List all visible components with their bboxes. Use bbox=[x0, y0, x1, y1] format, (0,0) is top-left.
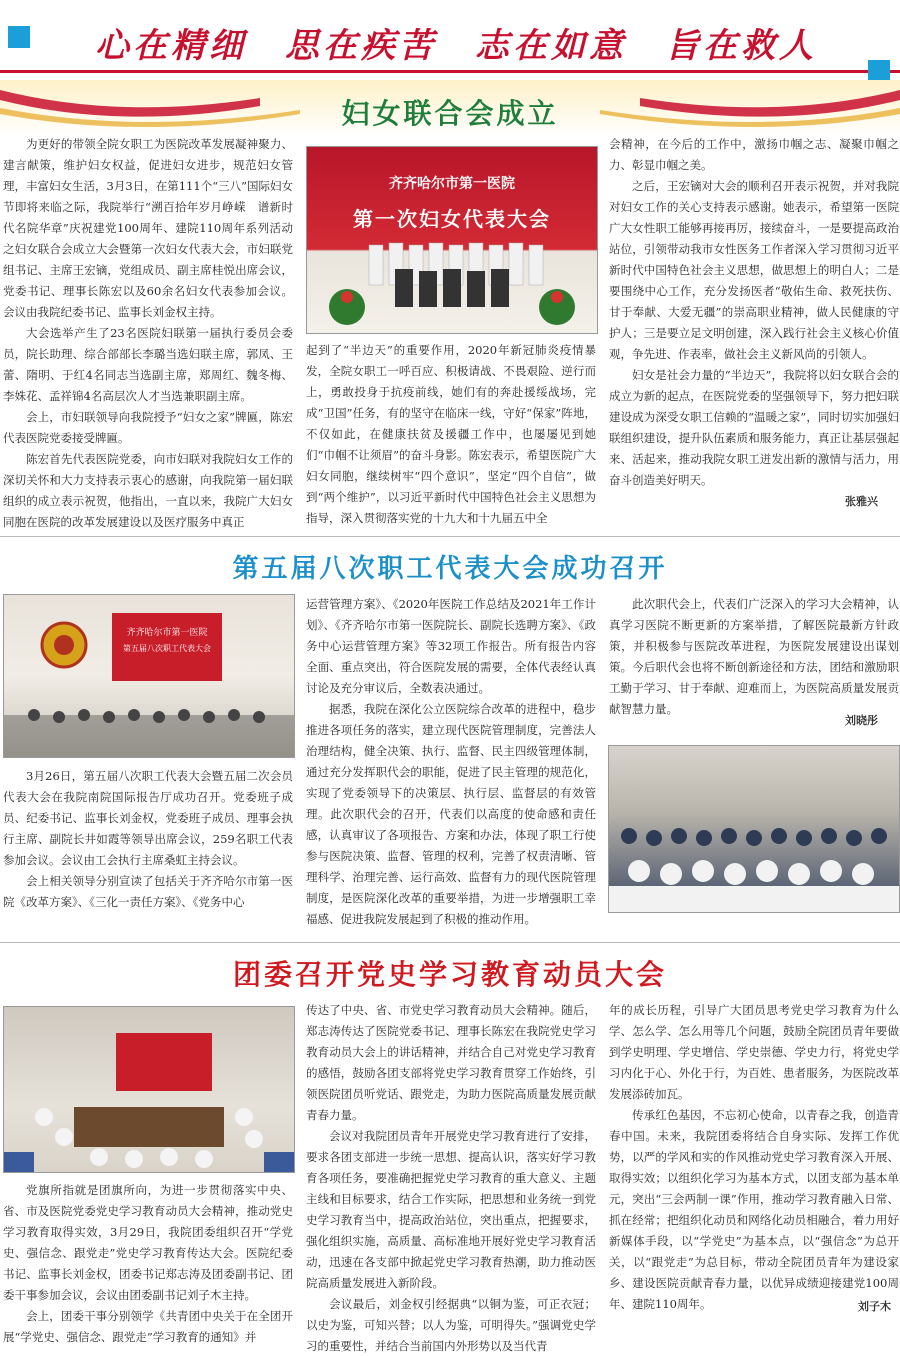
article2-audience-photo bbox=[608, 745, 900, 913]
paragraph: 会上，团委干事分别领学《共青团中央关于在全团开展“学党史、强信念、跟党走”学习教育的通知》并 bbox=[3, 1309, 293, 1344]
paragraph: 年的成长历程，引导广大团员思考党史学习教育为什么学、怎么学、怎么用等几个问题，鼓励全院团员青年要做到学史明理、学史增信、学史崇德、学史力行，将党史学习内化于心、外化于行，为百姓、患者服务，为医院改革发展添砖加瓦。 bbox=[609, 1003, 899, 1101]
paragraph: 会上，市妇联领导向我院授予“妇女之家”牌匾，陈宏代表医院党委接受牌匾。 bbox=[3, 410, 293, 445]
paragraph: 为更好的带领全院女职工为医院改革发展凝神聚力、建言献策，维护妇女权益，促进妇女进步，规范妇女管理，丰富妇女生活，3月3日，在第111个“三八”国际妇女节即将来临之际，我院举行“溯百拾年岁月峥嵘 谱新时代名院华章”庆祝建党100周年、建院110周年系列活动之妇女联合会成立大会暨第一次妇女代表大会，市妇联党组书记、主席王宏镝，党组成员、副主席桂悦出席会议，党委书记、理事长陈宏以及60余名妇女代表参加会议。会议由我院纪委书记、监事长刘金权主持。 bbox=[3, 137, 293, 319]
section-divider bbox=[0, 536, 900, 537]
union-emblem-icon bbox=[4, 595, 294, 757]
section-divider bbox=[0, 942, 900, 943]
paragraph: 传达了中央、省、市党史学习教育动员大会精神。随后，郑志涛传达了医院党委书记、理事长陈宏在我院党史学习教育动员大会上的讲话精神，并结合自己对党史学习教育的感悟，鼓励各团支部将党史学习教育贯穿工作始终，引领医院团员听党话、跟党走，为助力医院高质量发展贡献青春力量。 bbox=[306, 1003, 596, 1122]
paragraph: 起到了“半边天”的重要作用，2020年新冠肺炎疫情暴发，全院女职工一呼百应、积极请战、不畏艰险、逆行而上，勇敢投身于抗疫前线，她们有的奔赴援绥战场，完成“卫国”任务，有的坚守在临床一线，守好“保家”阵地，不仅如此，在健康扶贫及援疆工作中，也屡屡见到她们“巾帼不让须眉”的奋斗身影。陈宏表示，希望医院广大妇女同胞，继续树牢“四个意识”，坚定“四个自信”，做到“两个维护”，以习近平新时代中国特色社会主义思想为指导，深入贯彻落实党的十九大和十九届五中全 bbox=[306, 343, 596, 525]
article1-banner bbox=[0, 80, 900, 138]
paragraph: 大会选举产生了23名医院妇联第一届执行委员会委员，院长助理、综合部部长李璐当选妇联主席，郭凤、王蕾、隋明、于红4名同志当选副主席，郑周红、魏冬梅、李姝花、孟祥锦4名高层次人才当选兼职副主席。 bbox=[3, 326, 293, 403]
motto: 心在精细 思在疾苦 志在如意 旨在救人 bbox=[95, 26, 817, 66]
paragraph: 之后，王宏镝对大会的顺利召开表示祝贺，并对我院对妇女工作的关心支持表示感谢。她表示，希望第一医院广大女性职工能够再接再厉，接续奋斗，一是要提高政治站位，引领带动我市女性医务工作者深入学习贯彻习近平新时代中国特色社会主义思想，做思想上的明白人；二是要围绕中心工作，充分发扬医者“敬佑生命、救死扶伤、甘于奉献、大爱无疆”的崇高职业精神，做人民健康的守护人；三是要立足文明创建，深入践行社会主义核心价值观，争先进、作表率，做社会主义新风尚的引领人。 bbox=[609, 179, 899, 361]
paragraph: 妇女是社会力量的“半边天”，我院将以妇女联合会的成立为新的起点，在医院党委的坚强领导下，努力把妇联建设成为深受女职工信赖的“温暖之家”，同时切实加强妇联组织建设，提升队伍素质和服务能力，真正让基层强起来、活起来，推动我院女职工迸发出新的激情与活力，用奋斗创造美好明天。 bbox=[609, 368, 899, 487]
paragraph: 运营管理方案》、《2020年医院工作总结及2021年工作计划》、《齐齐哈尔市第一医院院长、副院长选聘方案》、《政务中心运营管理方案》等32项工作报告。所有报告内容全面、重点突出，符合医院发展的需要，全体代表经认真讨论及充分审议后，全数表决通过。 bbox=[306, 597, 596, 695]
group-of-people-icon bbox=[307, 147, 597, 333]
article3-author: 刘子木 bbox=[858, 1300, 891, 1313]
paragraph: 会精神，在今后的工作中，激扬巾帼之志、凝聚巾帼之力、彰显巾帼之美。 bbox=[609, 137, 899, 172]
paragraph: 据悉，我院在深化公立医院综合改革的进程中，稳步推进各项任务的落实，建立现代医院管理制度，完善法人治理结构，健全决策、执行、监督、民主四级管理体制，通过充分发挥职代会的职能，促进了民主管理的规范化，实现了党委领导下的决策层、执行层、监督层的有效管理。此次职代会的召开，代表们以高度的使命感和责任感，认真审议了各项报告、方案和办法，体现了职工行使参与医院决策、监督、管理的权利，完善了权责清晰、管理科学、治理完善、运行高效、监督有力的现代医院管理制度，是医院深化改革的重要举措，为进一步增强职工幸福感、促进我院发展起到了积极的推动作用。 bbox=[306, 702, 596, 926]
masthead bbox=[0, 0, 900, 80]
article1-col3 bbox=[609, 134, 899, 491]
article2-col3 bbox=[609, 594, 899, 720]
article2-title: 第五届八次职工代表大会成功召开 bbox=[232, 554, 668, 584]
article2-col2 bbox=[306, 594, 596, 930]
article1-col1 bbox=[3, 134, 293, 533]
article3-col3 bbox=[609, 1000, 899, 1315]
article3-col1 bbox=[3, 1180, 293, 1348]
masthead-rule bbox=[0, 70, 900, 73]
audience-icon bbox=[609, 746, 899, 912]
conference-table-icon bbox=[4, 1007, 294, 1172]
paragraph: 3月26日，第五届八次职工代表大会暨五届二次会员代表大会在我院南院国际报告厅成功召开。党委班子成员、纪委书记、监事长刘金权，党委班子成员、理事会执行主席、副院长井如霞等领导出席会议，259名职工代表参加会议。会议由工会执行主席桑虹主持会议。 bbox=[3, 769, 293, 867]
article1-group-photo bbox=[306, 146, 598, 334]
photo-banner-line1: 齐齐哈尔市第一医院 bbox=[126, 628, 208, 638]
paragraph: 此次职代会上，代表们广泛深入的学习大会精神，认真学习医院不断更新的方案举措，了解医院最新方针政策，并积极参与医院改革进程，为医院发展建设出谋划策。今后职代会也将不断创新途径和方法，团结和激励职工勤于学习、甘于奉献、迎难而上，为医院高质量发展贡献智慧力量。 bbox=[609, 597, 899, 716]
article3-meeting-photo bbox=[3, 1006, 295, 1173]
article1-title: 妇女联合会成立 bbox=[341, 97, 559, 130]
corner-square-icon bbox=[868, 60, 890, 82]
paragraph: 会上相关领导分别宣读了包括关于齐齐哈尔市第一医院《改革方案》、《三化一责任方案》、《党务中心 bbox=[3, 874, 293, 909]
corner-square-icon bbox=[8, 26, 30, 48]
paragraph: 会议最后，刘金权引经据典“以铜为鉴，可正衣冠；以史为鉴，可知兴替；以人为鉴，可明得失。”强调党史学习的重要性，并结合当前国内外形势以及当代青 bbox=[306, 1297, 596, 1353]
paragraph: 陈宏首先代表医院党委，向市妇联对我院妇女工作的深切关怀和大力支持表示衷心的感谢，向我院第一届妇联组织的成立表示祝贺，他指出，一直以来，我院广大妇女同胞在医院的改革发展建设以及医疗服务中真正 bbox=[3, 452, 293, 529]
photo-banner-line2: 第五届八次职工代表大会 bbox=[123, 644, 211, 653]
article2-meeting-photo bbox=[3, 594, 295, 758]
article2-col1 bbox=[3, 766, 293, 913]
article2-author: 刘晓彤 bbox=[845, 714, 878, 727]
paragraph: 传承红色基因，不忘初心使命，以青春之我，创造青春中国。未来，我院团委将结合自身实际、发挥工作优势，以严的学风和实的作风推动党史学习教育深入开展、取得实效；以组织化学习为基本方式，以团支部为基本单元，突出“三会两制一课”作用，推动学习教育融入日常、抓在经常；把组织化动员和网络化动员相融合，着力用好新媒体手段，以“学党史”为基本点，以“强信念”为总开关，以“跟党走”为总目标，带动全院团员青年为建设家乡、建设医院贡献青春力量，以优异成绩迎接建党100周年、建院110周年。 bbox=[609, 1108, 899, 1311]
photo-banner-line1: 齐齐哈尔市第一医院 bbox=[389, 176, 515, 192]
article1-author: 张雅兴 bbox=[845, 495, 878, 508]
article3-col2 bbox=[306, 1000, 596, 1357]
paragraph: 党旗所指就是团旗所向，为进一步贯彻落实中央、省、市及医院党委党史学习教育动员大会精神，推动党史学习教育取得实效，3月29日，我院团委组织召开“学党史、强信念、跟党走”党史学习教育传达大会。医院纪委书记、监事长刘金权，团委书记郑志涛及团委副书记、团委干事参加会议，会议由团委副书记刘子木主持。 bbox=[3, 1183, 293, 1302]
photo-banner-line2: 第一次妇女代表大会 bbox=[353, 207, 551, 231]
paragraph: 会议对我院团员青年开展党史学习教育进行了安排，要求各团支部进一步统一思想、提高认识，落实好学习教育各项任务，要准确把握党史学习教育的重大意义、主题主线和目标要求，结合工作实际，把思想和业务统一到党史学习教育当中，提高政治站位，突出重点，把握要求，强化组织实施，高质量、高标准地开展好党史学习教育活动，迅速在各支部中掀起党史学习教育热潮，助力推动医院高质量发展进入新阶段。 bbox=[306, 1129, 596, 1290]
article3-title: 团委召开党史学习教育动员大会 bbox=[232, 958, 667, 991]
article1-col2 bbox=[306, 340, 596, 529]
